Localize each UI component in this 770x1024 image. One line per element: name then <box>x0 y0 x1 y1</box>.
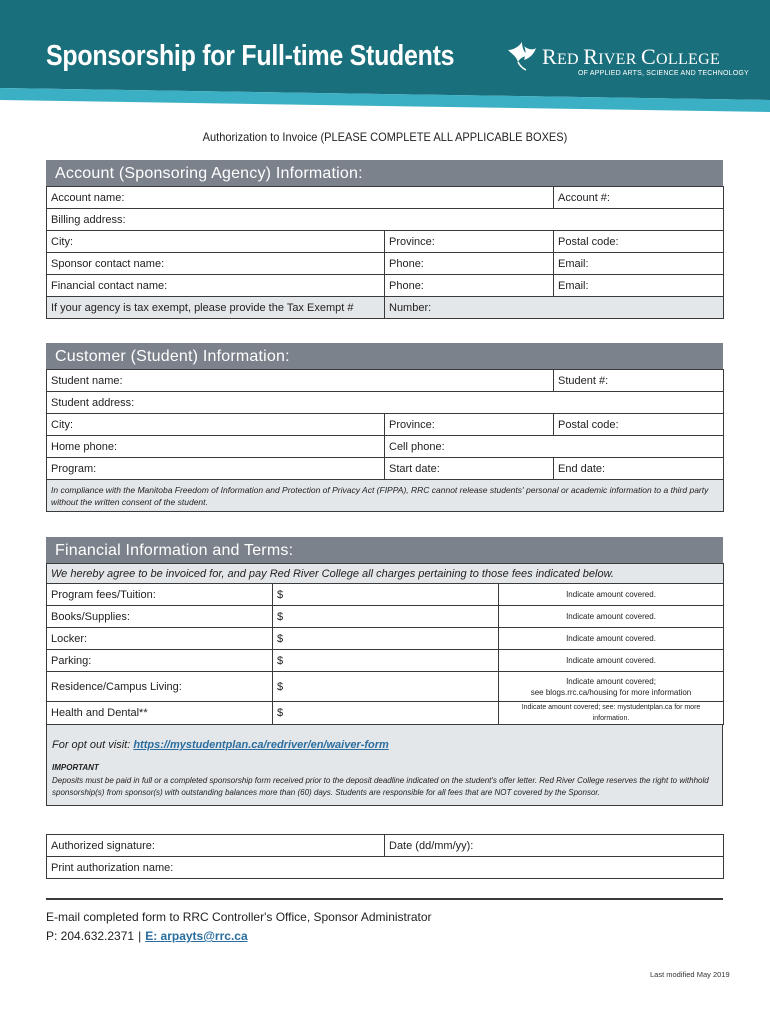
fee-label: Residence/Campus Living: <box>47 672 273 702</box>
fee-label: Parking: <box>47 650 273 672</box>
table-row <box>47 231 724 253</box>
student-postal-code-field[interactable]: Postal code: <box>554 414 724 436</box>
fee-note <box>499 672 724 702</box>
authorized-signature-field[interactable]: Authorized signature: <box>47 835 385 857</box>
fee-label: Health and Dental** <box>47 702 273 725</box>
program-field[interactable]: Program: <box>47 458 385 480</box>
account-name-field[interactable]: Account name: <box>47 187 554 209</box>
tax-exempt-label: If your agency is tax exempt, please provide the Tax Exempt # <box>47 297 385 319</box>
date-field[interactable]: Date (dd/mm/yy): <box>385 835 724 857</box>
fee-label: Program fees/Tuition: <box>47 584 273 606</box>
college-name: RED RIVER COLLEGE <box>542 44 721 69</box>
table-row <box>47 458 724 480</box>
fee-label: Books/Supplies: <box>47 606 273 628</box>
financial-email-field[interactable]: Email: <box>554 275 724 297</box>
province-field[interactable]: Province: <box>385 231 554 253</box>
fee-amount-field[interactable]: $ <box>273 606 499 628</box>
leaf-icon <box>506 40 538 72</box>
fee-note: Indicate amount covered. <box>499 584 724 606</box>
financial-heading: Financial Information and Terms: <box>46 537 723 563</box>
fee-amount-field[interactable]: $ <box>273 584 499 606</box>
optout-prefix: For opt out visit: <box>52 739 134 751</box>
fee-label: Locker: <box>47 628 273 650</box>
optout-line <box>52 739 718 751</box>
table-row <box>47 209 724 231</box>
optout-link[interactable]: https://mystudentplan.ca/redriver/en/waiver-form <box>133 739 389 751</box>
sponsor-phone-field[interactable]: Phone: <box>385 253 554 275</box>
footer-separator: | <box>138 929 142 943</box>
fee-note-line: Indicate amount covered; <box>566 676 656 686</box>
financial-phone-field[interactable]: Phone: <box>385 275 554 297</box>
signature-table <box>46 834 724 879</box>
fee-note-line: see blogs.rrc.ca/housing for more information <box>530 687 692 697</box>
fee-row <box>47 702 724 725</box>
sponsor-email-field[interactable]: Email: <box>554 253 724 275</box>
footer-phone: P: 204.632.2371 <box>46 929 135 943</box>
table-row <box>47 275 724 297</box>
student-city-field[interactable]: City: <box>47 414 385 436</box>
table-row <box>47 392 724 414</box>
fee-note: Indicate amount covered. <box>499 606 724 628</box>
fee-amount-field[interactable]: $ <box>273 672 499 702</box>
financial-section <box>46 537 723 806</box>
table-row <box>47 857 724 879</box>
fee-note: Indicate amount covered; see: mystudentplan.ca for more information. <box>499 702 724 725</box>
account-table <box>46 186 724 319</box>
student-province-field[interactable]: Province: <box>385 414 554 436</box>
signature-section <box>46 834 723 879</box>
fippa-note: In compliance with the Manitoba Freedom of Information and Protection of Privacy Act (FIPPA), RRC cannot release students' personal or academic information to a third party without the written consent of the student. <box>47 480 724 512</box>
table-row <box>47 414 724 436</box>
authorization-line: Authorization to Invoice (PLEASE COMPLETE ALL APPLICABLE BOXES) <box>202 130 568 144</box>
table-row <box>47 297 724 319</box>
fee-row <box>47 584 724 606</box>
cell-phone-field[interactable]: Cell phone: <box>385 436 724 458</box>
table-row <box>47 253 724 275</box>
customer-heading: Customer (Student) Information: <box>46 343 723 369</box>
customer-table <box>46 369 724 512</box>
fee-amount-field[interactable]: $ <box>273 628 499 650</box>
table-row <box>47 436 724 458</box>
fee-row <box>47 672 724 702</box>
city-field[interactable]: City: <box>47 231 385 253</box>
table-row <box>47 187 724 209</box>
important-title: IMPORTANT <box>52 763 99 772</box>
student-name-field[interactable]: Student name: <box>47 370 554 392</box>
fee-row <box>47 606 724 628</box>
financial-contact-field[interactable]: Financial contact name: <box>47 275 385 297</box>
account-heading: Account (Sponsoring Agency) Information: <box>46 160 723 186</box>
sponsor-contact-field[interactable]: Sponsor contact name: <box>47 253 385 275</box>
table-row <box>47 480 724 512</box>
footer-contact <box>46 929 248 943</box>
header-banner <box>0 0 770 120</box>
start-date-field[interactable]: Start date: <box>385 458 554 480</box>
college-tagline: OF APPLIED ARTS, SCIENCE AND TECHNOLOGY <box>578 70 749 77</box>
tax-exempt-number-field[interactable]: Number: <box>385 297 724 319</box>
footer-email-link[interactable]: E: arpayts@rrc.ca <box>145 929 248 943</box>
table-row <box>47 564 724 584</box>
postal-code-field[interactable]: Postal code: <box>554 231 724 253</box>
last-modified: Last modified May 2019 <box>650 970 730 979</box>
fee-note: Indicate amount covered. <box>499 650 724 672</box>
account-section <box>46 160 723 319</box>
student-number-field[interactable]: Student #: <box>554 370 724 392</box>
customer-section <box>46 343 723 512</box>
fee-amount-field[interactable]: $ <box>273 702 499 725</box>
fee-row <box>47 628 724 650</box>
college-logo <box>506 40 749 80</box>
table-row <box>47 835 724 857</box>
table-row <box>47 370 724 392</box>
home-phone-field[interactable]: Home phone: <box>47 436 385 458</box>
financial-table <box>46 563 724 725</box>
important-box <box>46 725 723 806</box>
account-number-field[interactable]: Account #: <box>554 187 724 209</box>
important-body: Deposits must be paid in full or a completed sponsorship form received prior to the deposit deadline indicated on the student's offer letter. Red River College reserves the right to withhold sponsorship(s) from sponsor(s) with outstanding balances more than (60) days. Students are responsible for all fees that are NOT covered by the Sponsor. <box>52 776 709 797</box>
footer-divider <box>46 898 723 900</box>
fee-amount-field[interactable]: $ <box>273 650 499 672</box>
fee-row <box>47 650 724 672</box>
agreement-text: We hereby agree to be invoiced for, and pay Red River College all charges pertaining to those fees indicated below. <box>47 564 724 584</box>
end-date-field[interactable]: End date: <box>554 458 724 480</box>
billing-address-field[interactable]: Billing address: <box>47 209 724 231</box>
page-title: Sponsorship for Full-time Students <box>46 40 455 72</box>
fee-note: Indicate amount covered. <box>499 628 724 650</box>
print-name-field[interactable]: Print authorization name: <box>47 857 724 879</box>
student-address-field[interactable]: Student address: <box>47 392 724 414</box>
footer-instructions: E-mail completed form to RRC Controller's Office, Sponsor Administrator <box>46 910 432 924</box>
